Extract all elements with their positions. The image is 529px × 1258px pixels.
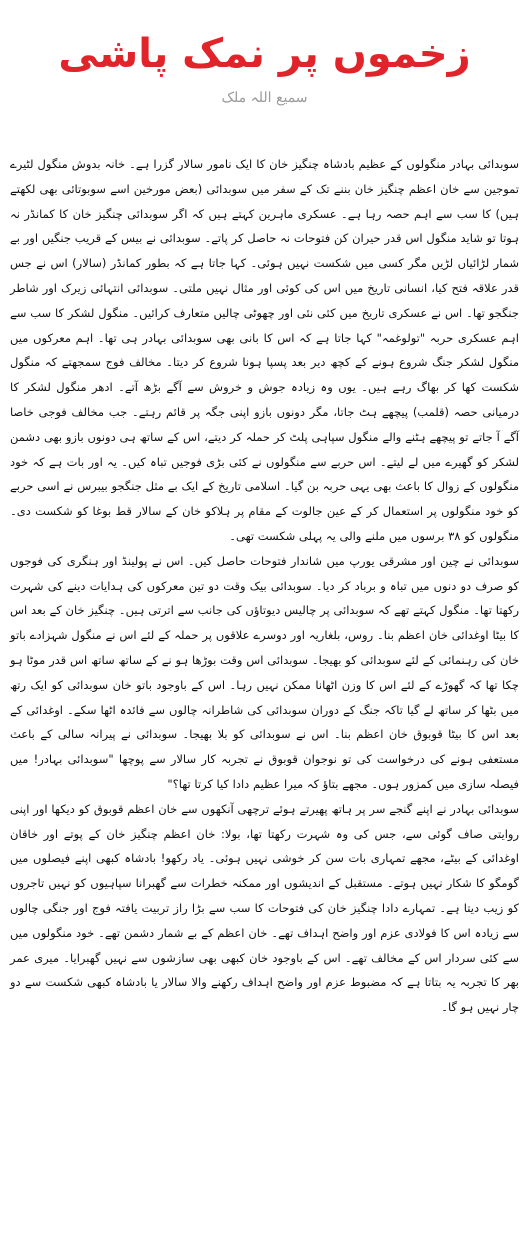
article-title: زخموں پر نمک پاشی [58, 31, 471, 77]
paragraph: سوبدائی نے چین اور مشرقی یورپ میں شاندار فتوحات حاصل کیں۔ اس نے پولینڈ اور ہنگری کی فوجوں کو صرف دو دنوں میں تباہ و برباد کر دیا۔ سوبدائی بیک وقت دو تین معرکوں کی ہدایات دینے کی شہرت رکھتا تھا۔ منگول کہتے تھے کہ سوبدائی پر چالیس دیوتاؤں کی جانب سے اترتی ہیں۔ چنگیز خان کے بعد اس کا بیٹا اوغدائی خان اعظم بنا۔ روس، بلغاریہ اور دوسرے علاقوں پر حملہ کے لئے اس نے منگول شہزادے باتو خان کی رہنمائی کے لئے سوبدائی کو بھیجا۔ سوبدائی اس وقت بوڑھا ہو نے کے ساتھ ساتھ اس قدر موٹا ہو چکا تھا کہ گھوڑے کے لئے اس کا وزن اٹھانا ممکن نہیں رہا۔ اس کے باوجود باتو خان سوبدائی کو ایک رتھ میں بٹھا کر ساتھ لے گیا تاکہ جنگ کے دوران سوبدائی کی شاطرانہ چالوں سے فائدہ اٹھا سکے۔ اوغدائی کے بعد اس کا بیٹا قوبوق خان اعظم بنا۔ اس نے سوبدائی کو بلا بھیجا۔ سوبدائی نے پیرانہ سالی کے باعث مستعفی ہونے کی درخواست کی تو نوجوان قوبوق نے تجربہ کار سالار سے پوچھا "سوبدائی بہادر! میں فیصلہ سازی میں کمزور ہوں۔ مجھے بتاؤ کہ میرا عظیم دادا کیا کرتا تھا؟" [10, 553, 519, 791]
paragraph: سوبدائی بہادر منگولوں کے عظیم بادشاہ چنگیز خان کا ایک نامور سالار گزرا ہے۔ خانہ بدوش منگول لٹیرے تموجین سے خان اعظم چنگیز خان بننے تک کے سفر میں سوبدائی (بعض مورخین اسے سوبوتائی بھی لکھتے ہیں) کا سب سے اہم حصہ رہا ہے۔ عسکری ماہرین کہتے ہیں کہ اگر سوبدائی چنگیز خان کا کمانڈر نہ ہوتا تو شاید منگول اس قدر حیران کن فتوحات نہ حاصل کر پاتے۔ سوبدائی نے بیس کے قریب جنگیں اور بے شمار لڑائیاں لڑیں مگر کسی میں شکست نہیں ہوئی۔ کہا جاتا ہے کہ بطور کمانڈر (سالار) اس نے جس قدر علاقہ فتح کیا، انسانی تاریخ میں اس کی کوئی اور مثال نہیں ملتی۔ سوبدائی انتہائی زیرک اور شاطر جنگجو تھا۔ اس نے عسکری تاریخ میں کئی نئی اور چھوٹی چالیں متعارف کرائیں۔ منگول لشکر کا سب سے اہم عسکری حربہ "تولوغمہ" کہا جاتا ہے کہ اس کا بانی بھی سوبدائی بہادر ہی تھا۔ اہم معرکوں میں منگول لشکر جنگ شروع ہونے کے کچھ دیر بعد پسپا ہونا شروع کر دیتا۔ مخالف فوج سمجھتے کہ منگول شکست کھا کر بھاگ رہے ہیں۔ یوں وہ زیادہ جوش و خروش سے آگے بڑھ آتے۔ ادھر منگول لشکر کا درمیانی حصہ (قلمب) پیچھے ہٹ جاتا، مگر دونوں بازو اپنی جگہ پر قائم رہتے۔ جب مخالف فوجی خاصا آگے آ جاتے تو پیچھے ہٹنے والے منگول سپاہی پلٹ کر حملہ کر دیتے، اس کے ساتھ ہی دونوں بازو بھی دشمن لشکر کو گھیرے میں لے لیتے۔ اس حربے سے منگولوں نے کئی بڑی فوجیں تباہ کیں۔ یہ اور بات ہے کہ خود منگولوں کے زوال کا باعث بھی یہی حربہ بن گیا۔ اسلامی تاریخ کے ایک بے مثل جنگجو بیبرس نے اسی حربے کو خود منگولوں پر استعمال کر کے عین جالوت کے مقام پر ہلاکو خان کے سالار قط بوغا کو شکست دی۔ منگولوں کو ۳۸ برسوں میں ملنے والی یہ پہلی شکست تھی۔ [10, 157, 519, 543]
author-byline: سمیع اللہ ملک [221, 90, 308, 106]
paragraph: سوبدائی بہادر نے اپنے گنجے سر پر ہاتھ پھیرتے ہوئے ترچھی آنکھوں سے خان اعظم قوبوق کو دیکھا اور اپنی روایتی صاف گوئی سے، جس کی وہ شہرت رکھتا تھا، بولا: خان اعظم چنگیز خان کے پوتے اور خاقان اوغدائی کے بیٹے، مجھے تمہاری بات سن کر خوشی نہیں ہوئی۔ یاد رکھو! بادشاہ کبھی اپنے فیصلوں میں گومگو کا شکار نہیں ہوتے۔ مستقبل کے اندیشوں اور ممکنہ خطرات سے گھبرانا سپاہیوں کو نہیں تاجروں کو زیب دیتا ہے۔ تمہارے دادا چنگیز خان کی فتوحات کا سب سے بڑا راز تربیت یافتہ فوج اور جنگی چالوں سے زیادہ اس کا فولادی عزم اور واضح اہداف تھے۔ خان اعظم کے بے شمار دشمن تھے۔ خود منگولوں میں سے کئی سردار اس کے مخالف تھے۔ اس کے باوجود خان کبھی بھی سازشوں سے نہیں گھبرایا۔ میری عمر بھر کا تجربہ یہ بتاتا ہے کہ مضبوط عزم اور واضح اہداف رکھنے والا سالار یا بادشاہ کبھی شکست سے دو چار نہیں ہو گا۔ [10, 801, 519, 1015]
article-body [10, 152, 519, 1020]
